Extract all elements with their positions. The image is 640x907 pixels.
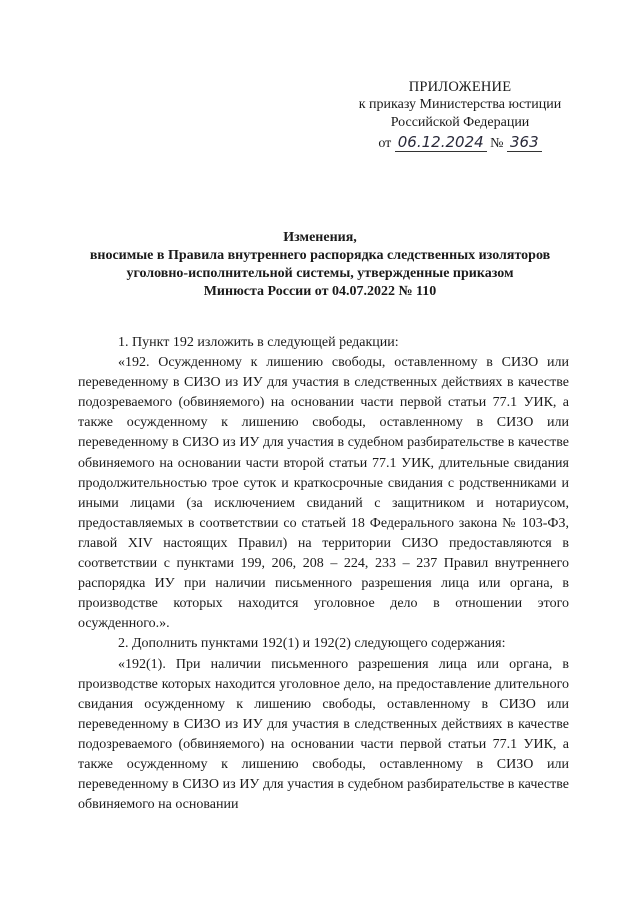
order-date-line [340, 133, 580, 153]
document-heading [60, 229, 580, 301]
heading-line-4: Минюста России от 04.07.2022 № 110 [203, 284, 437, 299]
handwritten-date: 06.12.2024 [395, 133, 487, 152]
paragraph-2: «192. Осужденному к лишению свободы, оставленному в СИЗО или переведенному в СИЗО из ИУ для участия в следственных действиях в качестве подозреваемого (обвиняемого) на основании части первой статьи 77.1 УИК, а также осужденному к лишению свободы, оставленному в СИЗО или переведенному в СИЗО из ИУ для участия в судебном разбирательстве в качестве обвиняемого на основании части второй статьи 77.1 УИК, длительные свидания продолжительностью трое суток и краткосрочные свидания с родственниками и иными лицами (за исключением свиданий с защитником и нотариусом, предоставляемых в соответствии со статьей 18 Федерального закона № 103-ФЗ, главой XIV настоящих Правил) на территории СИЗО предоставляются в соответствии с пунктами 199, 206, 208 – 224, 233 – 237 Правил внутреннего распорядка ИУ при наличии письменного разрешения лица или органа, в производстве которых находится уголовное дело в отношении этого осужденного.». [78, 355, 569, 632]
appendix-line-1: к приказу Министерства юстиции [358, 97, 562, 112]
appendix-line-2: Российской Федерации [390, 115, 530, 130]
date-prefix: от [378, 136, 392, 151]
heading-line-1: Изменения, [283, 230, 357, 245]
appendix-block [340, 78, 580, 153]
appendix-title: ПРИЛОЖЕНИЕ [408, 79, 512, 95]
paragraph-4: «192(1). При наличии письменного разрешения лица или органа, в производстве которых находится уголовное дело, на предоставление длительного свидания осужденному к лишению свободы, оставленному в СИЗО или переведенному в СИЗО из ИУ для участия в следственных действиях в качестве подозреваемого (обвиняемого) на основании части первой статьи 77.1 УИК, а также осужденному к лишению свободы, оставленному в СИЗО или переведенному в СИЗО из ИУ для участия в судебном разбирательстве в качестве обвиняемого на основании [78, 656, 569, 813]
paragraph-1: 1. Пункт 192 изложить в следующей редакции: [118, 335, 399, 350]
paragraph-3: 2. Дополнить пунктами 192(1) и 192(2) следующего содержания: [118, 636, 506, 652]
heading-line-2: вносимые в Правила внутреннего распорядка следственных изоляторов [89, 248, 551, 263]
document-body [78, 333, 569, 815]
heading-line-3: уголовно-исполнительной системы, утвержденные приказом [126, 266, 514, 281]
handwritten-number: 363 [507, 133, 542, 152]
number-prefix: № [490, 136, 504, 151]
